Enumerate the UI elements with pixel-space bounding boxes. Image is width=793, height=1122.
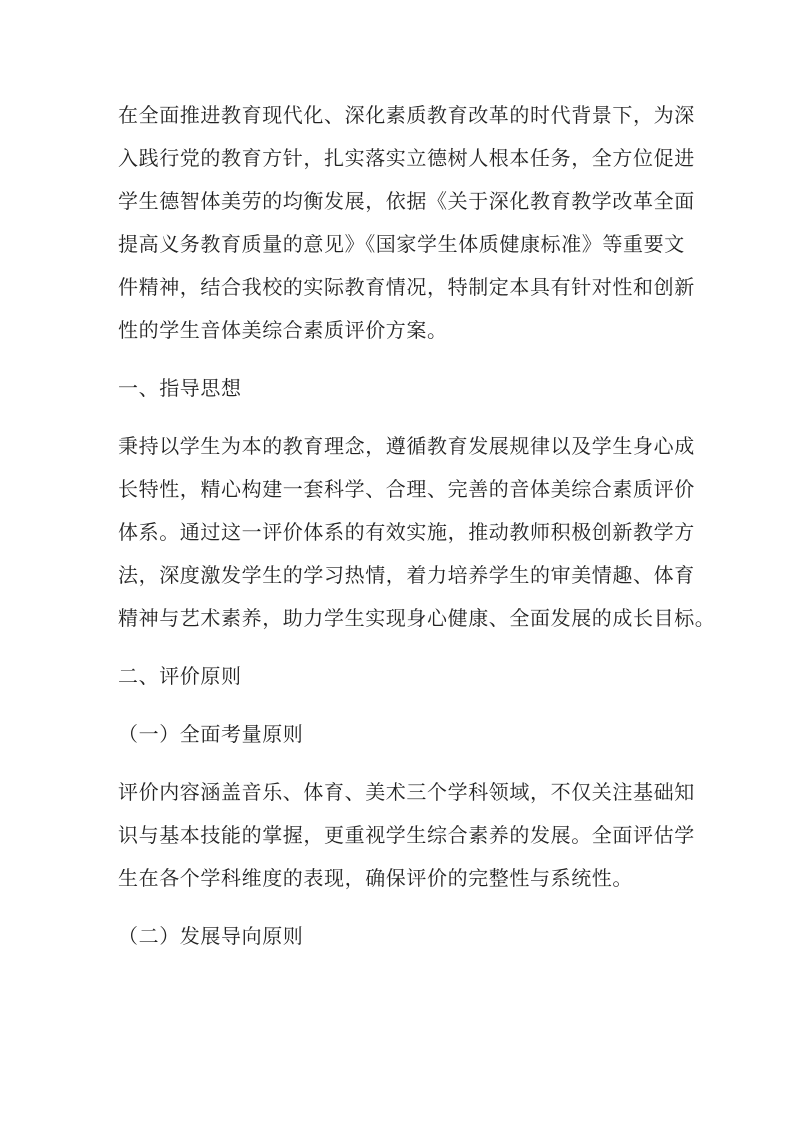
text-line: 生在各个学科维度的表现，确保评价的完整性与系统性。 <box>118 866 633 890</box>
text-line: 秉持以学生为本的教育理念，遵循教育发展规律以及学生身心成 <box>118 434 695 458</box>
text-line: （一）全面考量原则 <box>118 722 304 746</box>
text-line: 件精神，结合我校的实际教育情况，特制定本具有针对性和创新 <box>118 275 695 299</box>
text-line: 评价内容涵盖音乐、体育、美术三个学科领域，不仅关注基础知 <box>118 780 695 804</box>
text-line: 长特性，精心构建一套科学、合理、完善的音体美综合素质评价 <box>118 477 695 501</box>
body-paragraph <box>118 425 716 640</box>
text-line: 性的学生音体美综合素质评价方案。 <box>118 318 448 342</box>
subsection-heading <box>118 915 678 958</box>
text-line: 精神与艺术素养，助力学生实现身心健康、全面发展的成长目标。 <box>118 606 716 630</box>
text-line: 在全面推进教育现代化、深化素质教育改革的时代背景下，为深 <box>118 103 695 127</box>
text-line: 识与基本技能的掌握，更重视学生综合素养的发展。全面评估学 <box>118 823 695 847</box>
text-line: 法，深度激发学生的学习热情，着力培养学生的审美情趣、体育 <box>118 563 695 587</box>
section-heading <box>118 367 678 410</box>
document-page <box>118 94 716 973</box>
text-line: 提高义务教育质量的意见》《国家学生体质健康标准》等重要文 <box>118 232 685 256</box>
text-line: 二、评价原则 <box>118 664 242 688</box>
body-paragraph <box>118 771 695 900</box>
body-paragraph <box>118 94 695 352</box>
text-line: 学生德智体美劳的均衡发展，依据《关于深化教育教学改革全面 <box>118 189 695 213</box>
text-line: 一、指导思想 <box>118 376 242 400</box>
subsection-heading <box>118 713 678 756</box>
text-line: 体系。通过这一评价体系的有效实施，推动教师积极创新教学方 <box>118 520 695 544</box>
section-heading <box>118 655 678 698</box>
text-line: 入践行党的教育方针，扎实落实立德树人根本任务，全方位促进 <box>118 146 695 170</box>
text-line: （二）发展导向原则 <box>118 924 304 948</box>
